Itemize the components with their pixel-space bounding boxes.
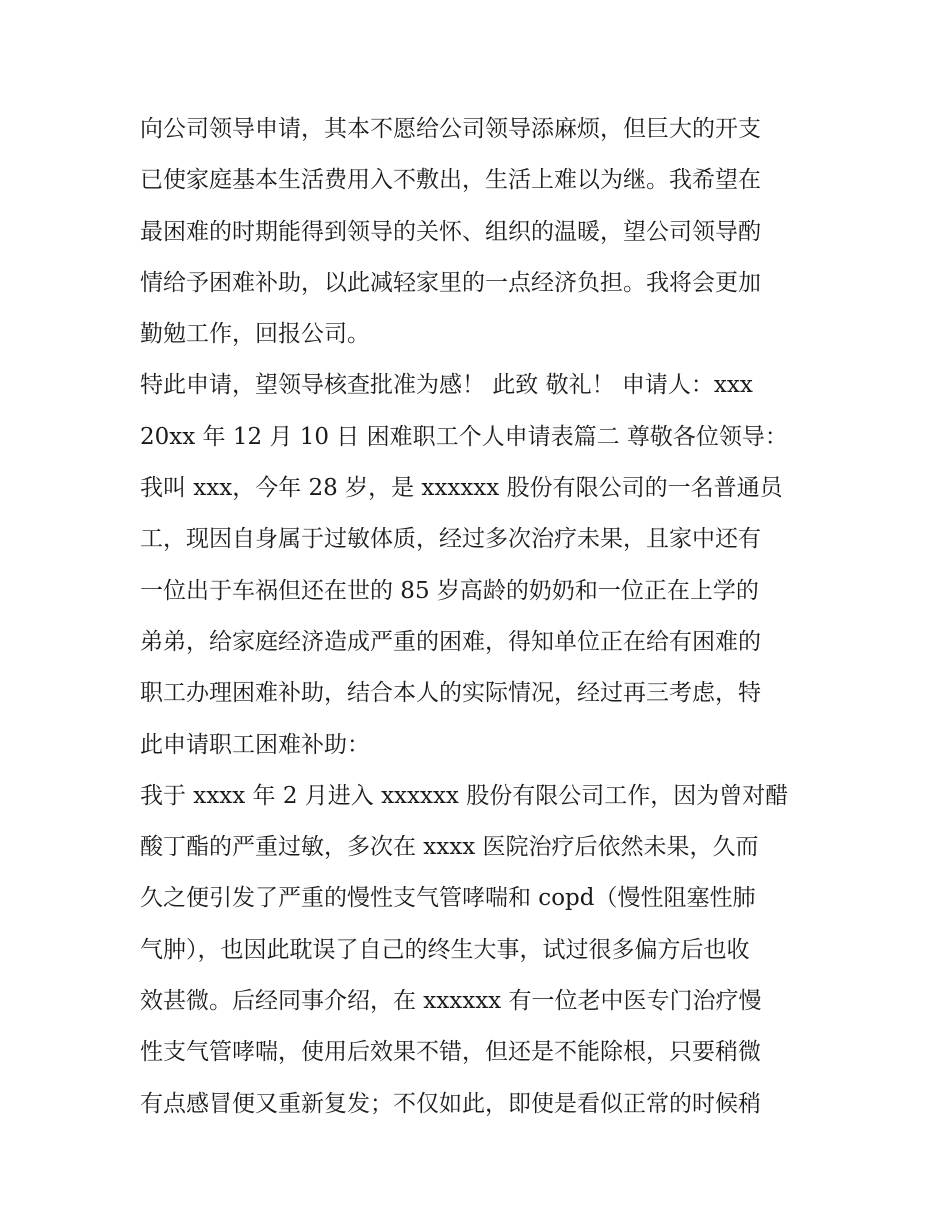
text-line: 20xx 年 12 月 10 日 困难职工个人申请表篇二 尊敬各位领导： <box>140 423 788 450</box>
text-line: 此申请职工困难补助： <box>140 731 370 758</box>
text-line: 性支气管哮喘，使用后效果不错，但还是不能除根，只要稍微 <box>140 1039 761 1066</box>
text-line: 工，现因自身属于过敏体质，经过多次治疗未果，且家中还有 <box>140 526 761 553</box>
text-line: 勤勉工作，回报公司。 <box>140 321 370 348</box>
text-line: 有点感冒便又重新复发；不仅如此，即使是看似正常的时候稍 <box>140 1090 761 1117</box>
text-line: 弟弟，给家庭经济造成严重的困难，得知单位正在给有困难的 <box>140 628 761 655</box>
text-line: 气肿），也因此耽误了自己的终生大事，试过很多偏方后也收 <box>140 936 750 963</box>
text-line: 久之便引发了严重的慢性支气管哮喘和 copd（慢性阻塞性肺 <box>140 885 756 912</box>
text-line: 酸丁酯的严重过敏，多次在 xxxx 医院治疗后依然未果，久而 <box>140 834 759 861</box>
text-line: 最困难的时期能得到领导的关怀、组织的温暖，望公司领导酌 <box>140 218 761 245</box>
body-text <box>140 104 820 1130</box>
text-line: 我叫 xxx，今年 28 岁，是 xxxxxx 股份有限公司的一名普通员 <box>140 475 783 502</box>
text-line: 我于 xxxx 年 2 月进入 xxxxxx 股份有限公司工作，因为曾对醋 <box>140 782 789 809</box>
text-line: 已使家庭基本生活费用入不敷出，生活上难以为继。我希望在 <box>140 167 761 194</box>
text-line: 一位出于车祸但还在世的 85 岁高龄的奶奶和一位正在上学的 <box>140 577 759 604</box>
text-line: 特此申请，望领导核查批准为感！ 此致 敬礼！ 申请人：xxx <box>140 372 753 399</box>
text-line: 效甚微。后经同事介绍，在 xxxxxx 有一位老中医专门治疗慢 <box>140 988 762 1015</box>
text-line: 情给予困难补助，以此减轻家里的一点经济负担。我将会更加 <box>140 269 761 296</box>
text-line: 向公司领导申请，其本不愿给公司领导添麻烦，但巨大的开支 <box>140 116 761 142</box>
text-line: 职工办理困难补助，结合本人的实际情况，经过再三考虑，特 <box>140 680 761 707</box>
